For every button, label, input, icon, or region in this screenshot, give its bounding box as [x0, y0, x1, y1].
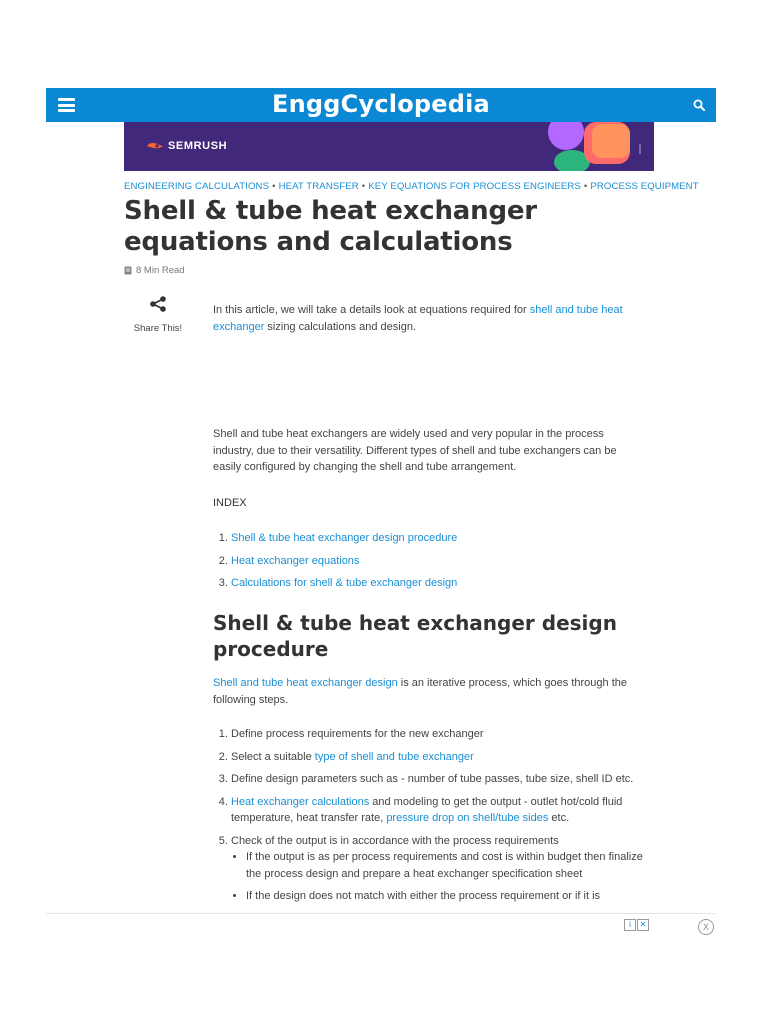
bottom-ad-bar [46, 913, 716, 1025]
ad-illustration [542, 122, 654, 171]
breadcrumb-separator: • [361, 181, 366, 192]
search-icon[interactable] [693, 99, 705, 111]
index-block [213, 495, 643, 512]
ad-brand-text: SEMRUSH [168, 140, 228, 152]
intro-paragraph [213, 302, 643, 335]
book-icon [124, 266, 132, 275]
intro-text-before: In this article, we will take a details look at equations required for [213, 304, 530, 316]
ad-banner[interactable] [124, 122, 654, 171]
section-intro-text: is an iterative process, which goes through the following steps. [213, 677, 627, 706]
breadcrumb-item-engineering-calculations[interactable]: ENGINEERING CALCULATIONS [124, 181, 270, 192]
body-paragraph [213, 426, 643, 476]
share-button[interactable] [128, 296, 188, 334]
index-label: INDEX [213, 497, 247, 509]
site-header [46, 88, 716, 122]
step-text: Check of the output is in accordance with the process requirements [231, 834, 559, 847]
index-link-calculations[interactable]: Calculations for shell & tube exchanger design [231, 577, 458, 589]
breadcrumb-item-key-equations[interactable]: KEY EQUATIONS FOR PROCESS ENGINEERS [368, 181, 581, 192]
intro-link[interactable]: shell and tube heat exchanger [213, 304, 623, 333]
breadcrumb-separator: • [583, 181, 588, 192]
index-item [231, 530, 643, 547]
ad-choices[interactable] [624, 919, 649, 931]
step-item [231, 794, 643, 827]
index-item [231, 553, 643, 570]
body-paragraph-text: Shell and tube heat exchangers are widely used and very popular in the process industry, due to their versatility. Different types of shell and tube exchangers can be easily configured by changing the shell and tube arrangement. [213, 428, 617, 473]
index-link-design-procedure[interactable]: Shell & tube heat exchanger design procedure [231, 532, 458, 544]
step-item [231, 749, 643, 766]
semrush-flame-icon [146, 141, 164, 151]
section-intro [213, 675, 643, 708]
page-title: Shell & tube heat exchanger equations and calculations [124, 196, 537, 257]
index-list [213, 530, 643, 598]
close-x-icon[interactable]: ✕ [637, 919, 649, 931]
step-link-exchanger-type[interactable]: type of shell and tube exchanger [314, 750, 474, 763]
read-time [124, 265, 185, 276]
info-icon[interactable]: i [624, 919, 636, 931]
index-link-equations[interactable]: Heat exchanger equations [231, 554, 360, 567]
breadcrumb [124, 181, 699, 192]
intro-text-after: sizing calculations and design. [264, 320, 417, 333]
close-ad-button[interactable]: X [698, 919, 714, 935]
section-heading: Shell & tube heat exchanger design procedure [213, 611, 617, 661]
breadcrumb-item-process-equipment[interactable]: PROCESS EQUIPMENT [590, 181, 699, 192]
read-time-text: 8 Min Read [136, 265, 185, 276]
share-label: Share This! [133, 323, 183, 334]
step-text: and modeling to get the output - outlet hot/cold fluid temperature, heat transfer rate, [231, 795, 623, 824]
site-title[interactable]: EnggCyclopedia [272, 90, 490, 118]
steps-list [213, 726, 643, 911]
breadcrumb-item-heat-transfer[interactable]: HEAT TRANSFER [278, 181, 359, 192]
step-link-pressure-drop[interactable]: pressure drop on shell/tube sides [386, 812, 549, 824]
sub-step-item: • If the output is as per process requirements and cost is within budget then finalize the process design and prepare a heat exchanger specification sheet [246, 849, 643, 882]
index-item [231, 575, 643, 592]
step-item [231, 833, 643, 905]
breadcrumb-separator: • [272, 181, 276, 192]
step-item: 3. Define design parameters such as - number of tube passes, tube size, shell ID etc. [231, 771, 643, 788]
share-icon [149, 296, 167, 312]
section-intro-link[interactable]: Shell and tube heat exchanger design [213, 677, 398, 689]
semrush-logo [146, 134, 227, 158]
step-link-calculations[interactable]: Heat exchanger calculations [231, 795, 370, 808]
sub-step-item: • If the design does not match with either the process requirement or if it is [246, 888, 643, 905]
step-text: etc. [548, 812, 570, 824]
step-item: 1. Define process requirements for the new exchanger [231, 726, 643, 743]
step-text: Select a suitable [231, 750, 315, 763]
